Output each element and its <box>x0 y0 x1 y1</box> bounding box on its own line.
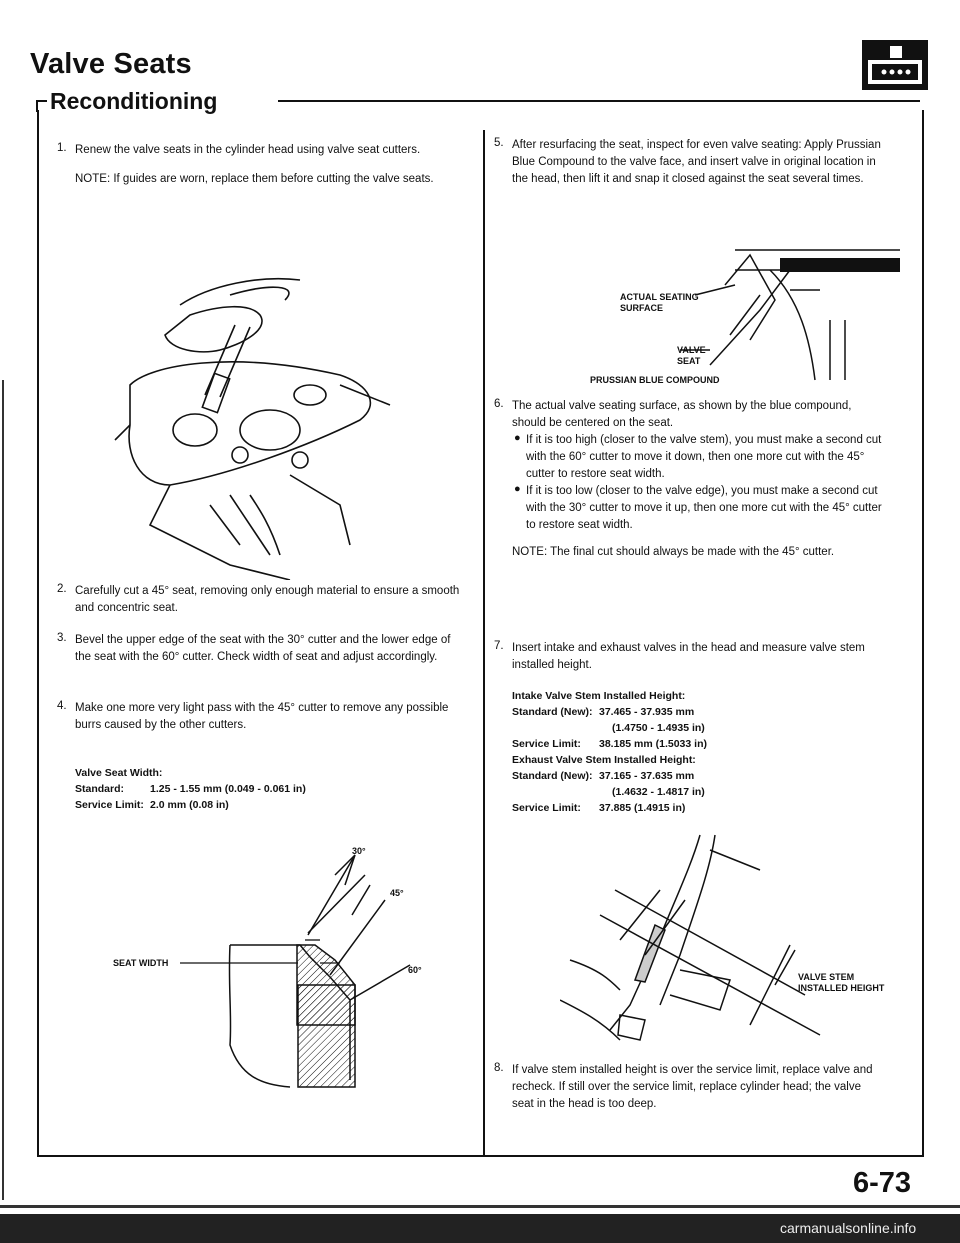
spec-value: 2.0 mm (0.08 in) <box>150 799 229 811</box>
section-icon <box>862 40 928 90</box>
step-text: Insert intake and exhaust valves in the head and measure valve stem installed height. <box>512 642 865 671</box>
spec-title: Intake Valve Stem Installed Height: <box>512 690 686 702</box>
spec-title: Exhaust Valve Stem Installed Height: <box>512 754 696 766</box>
section-subtitle: Reconditioning <box>50 88 218 114</box>
bullet-text: If it is too low (closer to the valve edge), you must make a second cut with the 30° cutter to move it up, then one more cut with the 45° cutter to restore seat width. <box>526 485 882 531</box>
step-text: Make one more very light pass with the 45° cutter to remove any possible burrs caused by the other cutters. <box>75 702 449 731</box>
angle-label-60: 60° <box>408 965 422 975</box>
label-line: VALVE STEM <box>798 972 855 982</box>
angle-label-30: 30° <box>352 846 366 856</box>
label-valve-seat <box>677 345 706 367</box>
spec-label: Standard (New): <box>512 706 593 718</box>
stem-height-specs <box>512 688 902 816</box>
seat-cutter-illustration <box>110 255 410 580</box>
step-2 <box>57 583 465 617</box>
step-4 <box>57 700 465 734</box>
step-number: 2. <box>57 583 67 595</box>
spec-label: Standard (New): <box>512 770 593 782</box>
spec-label: Service Limit: <box>512 738 581 750</box>
label-valve-stem-height <box>798 972 884 994</box>
label-line: ACTUAL SEATING <box>620 292 699 302</box>
step-6 <box>494 398 884 561</box>
step-text: Bevel the upper edge of the seat with the 30° cutter and the lower edge of the seat with the 60° cutter. Check width of seat and adjust accordingly. <box>75 634 451 663</box>
spec-label: Standard: <box>75 783 125 795</box>
page-title: Valve Seats <box>30 48 192 80</box>
step-text: If valve stem installed height is over the service limit, replace valve and recheck. If still over the service limit, replace cylinder head; the valve seat in the head is too deep. <box>512 1064 873 1110</box>
seat-width-label: SEAT WIDTH <box>113 958 169 968</box>
step-number: 1. <box>57 142 67 154</box>
step-5 <box>494 137 884 188</box>
subtitle-rule-left <box>37 100 47 102</box>
step-text: Renew the valve seats in the cylinder head using valve seat cutters. <box>75 144 421 156</box>
step-text: After resurfacing the seat, inspect for even valve seating: Apply Prussian Blue Compound to the valve face, and insert valve in original location in the head, then lift it and snap it closed against the seat several times. <box>512 139 881 185</box>
seat-width-spec <box>75 765 475 813</box>
step-number: 8. <box>494 1062 504 1074</box>
step-text: Carefully cut a 45° seat, removing only enough material to ensure a smooth and concentric seat. <box>75 585 460 614</box>
step-number: 6. <box>494 398 504 410</box>
watermark: carmanualsonline.info <box>780 1220 917 1236</box>
label-line: VALVE <box>677 345 706 355</box>
step-number: 4. <box>57 700 67 712</box>
subtitle-rule-right <box>278 100 920 102</box>
spec-value: 37.165 - 37.635 mm <box>599 770 695 782</box>
label-actual-seating <box>620 292 699 314</box>
step-3 <box>57 632 465 666</box>
step-number: 7. <box>494 640 504 652</box>
footer-stripe <box>0 1205 960 1208</box>
spec-value: 37.465 - 37.935 mm <box>599 706 695 718</box>
step-8 <box>494 1062 884 1113</box>
bullet-text: If it is too high (closer to the valve stem), you must make a second cut with the 60° cutter to move it down, then one more cut with the 45° cutter to restore seat width. <box>526 434 882 480</box>
spec-value: 37.885 (1.4915 in) <box>599 802 686 814</box>
spec-label: Service Limit: <box>512 802 581 814</box>
valve-stem-height-diagram <box>560 830 900 1045</box>
angle-label-45: 45° <box>390 888 404 898</box>
page-number: 6-73 <box>853 1167 912 1199</box>
label-line: INSTALLED HEIGHT <box>798 983 885 993</box>
step-7 <box>494 640 884 674</box>
step-number: 3. <box>57 632 67 644</box>
step-number: 5. <box>494 137 504 149</box>
note: NOTE: The final cut should always be made with the 45° cutter. <box>512 546 835 558</box>
valve-seating-diagram <box>600 240 900 390</box>
left-edge-line <box>2 380 4 1200</box>
spec-label: Service Limit: <box>75 799 144 811</box>
label-line: SEAT <box>677 356 701 366</box>
bullet: ● <box>514 432 521 444</box>
step-text: The actual valve seating surface, as shown by the blue compound, should be centered on the seat. <box>512 400 852 429</box>
label-line: SURFACE <box>620 303 664 313</box>
spec-value: (1.4632 - 1.4817 in) <box>612 786 705 798</box>
step-1 <box>57 142 465 188</box>
spec-value: 38.185 mm (1.5033 in) <box>599 738 707 750</box>
spec-value: 1.25 - 1.55 mm (0.049 - 0.061 in) <box>150 783 306 795</box>
spec-value: (1.4750 - 1.4935 in) <box>612 722 705 734</box>
bullet: ● <box>514 483 521 495</box>
spec-title: Valve Seat Width: <box>75 767 163 779</box>
column-divider <box>483 130 485 1155</box>
label-prussian-blue: PRUSSIAN BLUE COMPOUND <box>590 375 720 385</box>
note: NOTE: If guides are worn, replace them before cutting the valve seats. <box>75 173 434 185</box>
